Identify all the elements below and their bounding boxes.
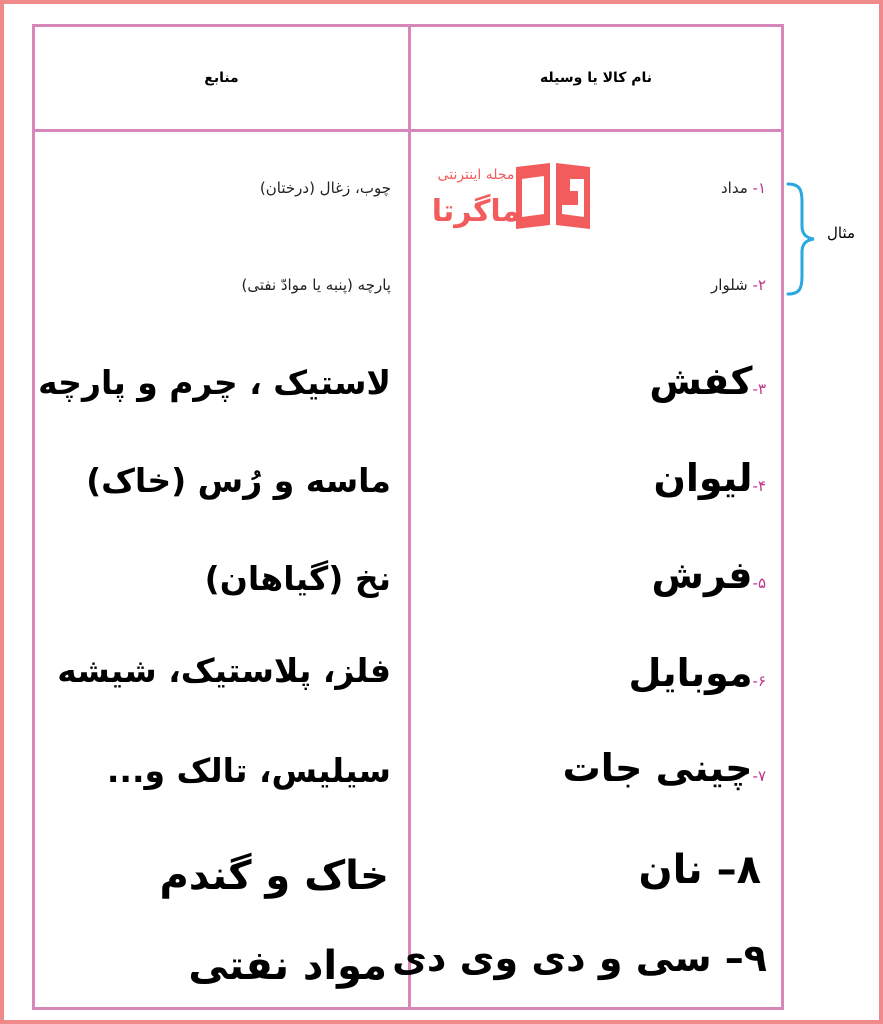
row8-source: خاک و گندم	[159, 853, 389, 899]
row5-item-text: فرش	[651, 553, 753, 597]
row7-item-text: چینی جات	[562, 746, 753, 790]
row4-source: ماسه و رُس (خاک)	[86, 461, 391, 500]
row5-source: نخ (گیاهان)	[204, 559, 391, 598]
row2-num: ۲-	[752, 276, 766, 294]
row4-item	[653, 456, 766, 500]
example-label: مثال	[827, 224, 856, 242]
row6-item-text: موبایل	[628, 651, 753, 695]
row9-source: مواد نفتی	[188, 943, 387, 989]
row3-num: ۳-	[752, 380, 766, 398]
row7-source: سیلیس، تالک و...	[106, 751, 391, 790]
row2-item-text: شلوار	[711, 276, 748, 294]
row3-item-text: کفش	[649, 359, 753, 403]
row5-item	[651, 553, 766, 597]
row6-num: ۶-	[752, 672, 766, 690]
row1-item	[721, 181, 766, 196]
row1-num: ۱-	[752, 179, 766, 197]
row1-item-text: مداد	[720, 179, 748, 197]
row2-item	[711, 278, 766, 293]
magerta-logo	[432, 159, 628, 239]
row6-item	[628, 651, 766, 695]
row7-num: ۷-	[752, 767, 766, 785]
row4-item-text: لیوان	[653, 456, 753, 500]
row9-item: ۹– سی و دی وی دی	[392, 936, 767, 980]
row3-item	[649, 359, 766, 403]
curly-brace-icon	[782, 180, 822, 298]
row2-source: پارچه (پنبه یا موادّ نفتی)	[241, 276, 391, 294]
row8-item: ۸– نان	[638, 847, 761, 893]
row5-num: ۵-	[752, 574, 766, 592]
row6-source: فلز، پلاستیک، شیشه	[57, 651, 391, 690]
book-logo-icon	[516, 163, 590, 229]
logo-line1: مجله اینترنتی	[437, 167, 515, 183]
row1-source: چوب، زغال (درختان)	[259, 179, 391, 197]
header-divider	[35, 129, 781, 132]
column-divider	[408, 27, 411, 1007]
logo-line2: ماگرتا	[432, 194, 521, 229]
row4-num: ۴-	[752, 477, 766, 495]
row3-source: لاستیک ، چرم و پارچه	[38, 363, 391, 402]
header-source-column: منابع	[204, 70, 239, 86]
row7-item	[562, 746, 766, 790]
header-item-column: نام کالا یا وسیله	[539, 70, 653, 86]
